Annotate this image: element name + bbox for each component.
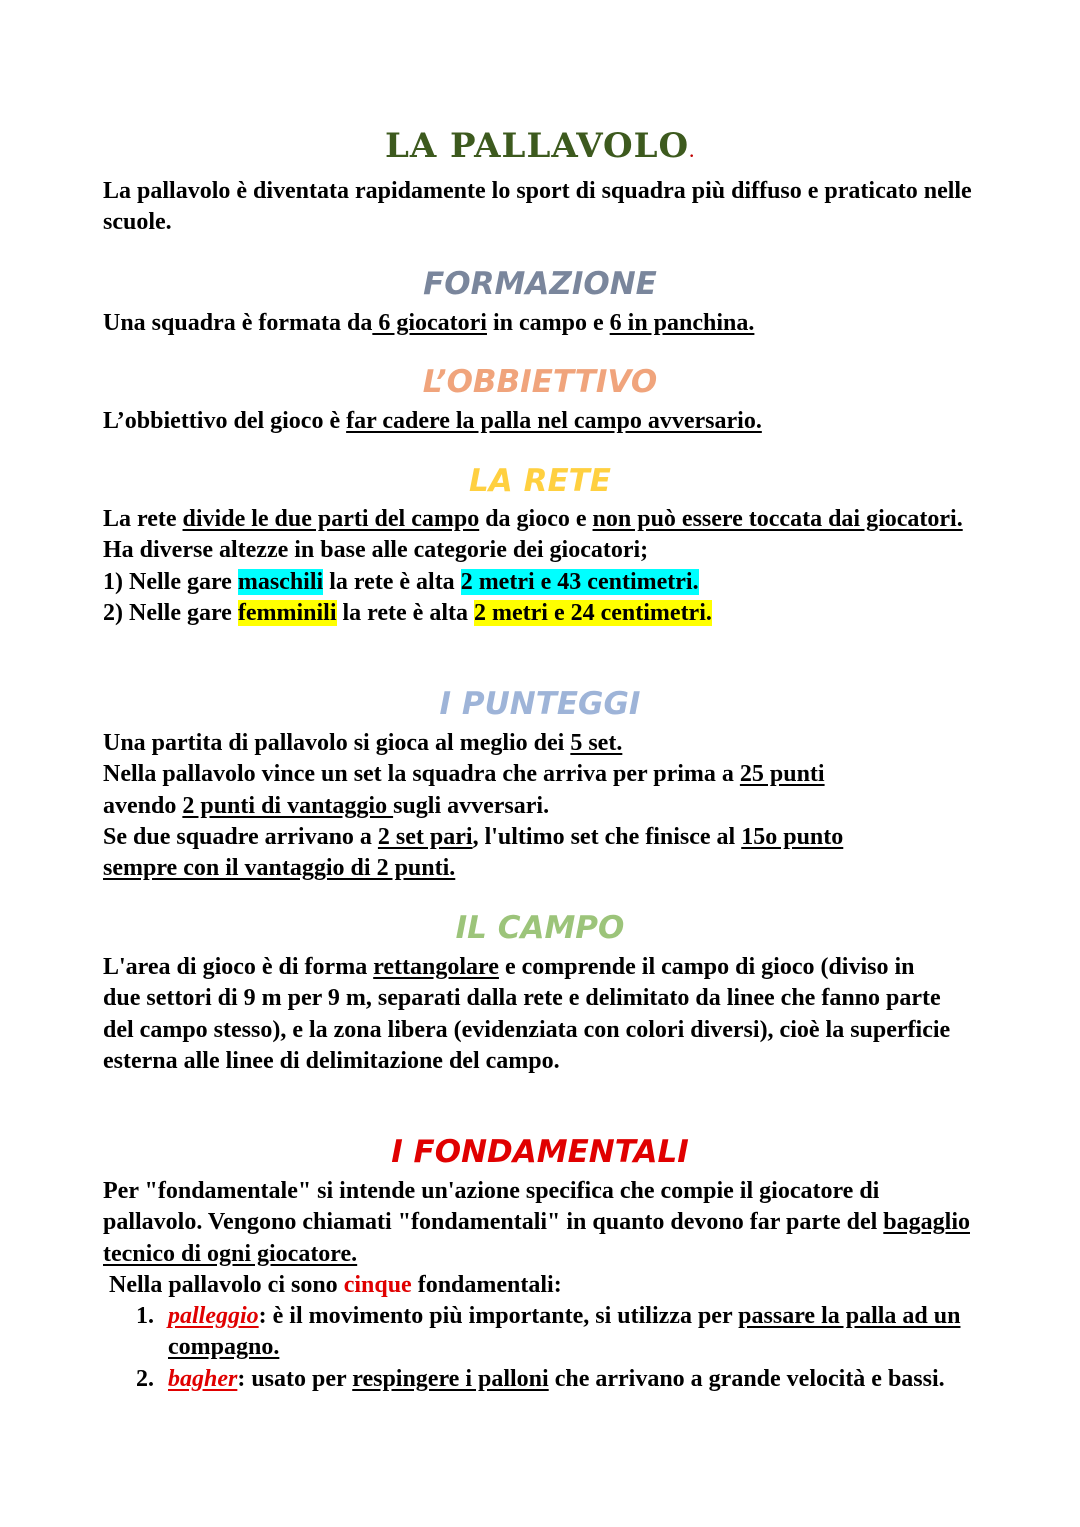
obbiettivo-paragraph: L’obbiettivo del gioco è far cadere la palla nel campo avversario. <box>103 408 762 434</box>
highlight-femminili: femminili <box>237 599 337 626</box>
fondamentali-paragraph: Per "fondamentale" si intende un'azione specifica che compie il giocatore di pallavolo. Vengono chiamati "fondamentali" in quanto devono far parte del bagaglio tecnico di ogni giocatore. <box>103 1178 970 1267</box>
term-palleggio: palleggio <box>168 1303 259 1329</box>
rete-paragraph: La rete divide le due parti del campo da gioco e non può essere toccata dai giocatori. Ha diverse altezze in base alle categorie dei giocatori; 1) Nelle gare maschili la rete è alta 2 metri e 43 centimetri. 2) Nelle gare femminili la rete è alta 2 metri e 24 centimetri. <box>103 506 963 626</box>
formazione-paragraph: Una squadra è formata da 6 giocatori in campo e 6 in panchina. <box>103 310 755 336</box>
campo-paragraph: L'area di gioco è di forma rettangolare e comprende il campo di gioco (diviso in due settori di 9 m per 9 m, separati dalla rete e delimitato da linee che fanno parte del campo stesso), e la zona libera (evidenziata con colori diversi), cioè la superficie esterna alle linee di delimitazione del campo. <box>103 954 951 1074</box>
title-dot: . <box>689 145 696 161</box>
fondamentali-count: Nella pallavolo ci sono cinque fondamentali: <box>109 1272 562 1298</box>
page-title: LA PALLAVOLO. <box>384 126 696 166</box>
heading-punteggi: I PUNTEGGI <box>439 686 641 722</box>
highlight-maschili: maschili <box>237 568 324 595</box>
punteggi-paragraph: Una partita di pallavolo si gioca al meglio dei 5 set. Nella pallavolo vince un set la squadra che arriva per prima a 25 punti avendo 2 punti di vantaggio sugli avversari. Se due squadre arrivano a 2 set pari, l'ultimo set che finisce al 15o punto sempre con il vantaggio di 2 punti. <box>103 730 844 882</box>
heading-obbiettivo: L’OBBIETTIVO <box>422 364 658 400</box>
highlight-height-men: 2 metri e 43 centimetri. <box>460 568 699 595</box>
highlight-height-women: 2 metri e 24 centimetri. <box>474 599 712 626</box>
heading-campo: IL CAMPO <box>455 910 625 946</box>
list-item: 2. bagher: usato per respingere i palloni che arrivano a grande velocità e bassi. <box>136 1366 945 1392</box>
list-item: 1. palleggio: è il movimento più importante, si utilizza per passare la palla ad un compagno. <box>136 1303 961 1361</box>
heading-rete: LA RETE <box>469 463 611 499</box>
term-bagher: bagher <box>168 1366 238 1392</box>
heading-fondamentali: I FONDAMENTALI <box>391 1134 689 1170</box>
intro-paragraph: La pallavolo è diventata rapidamente lo sport di squadra più diffuso e praticato nelle scuole. <box>103 178 972 236</box>
heading-formazione: FORMAZIONE <box>423 266 657 302</box>
